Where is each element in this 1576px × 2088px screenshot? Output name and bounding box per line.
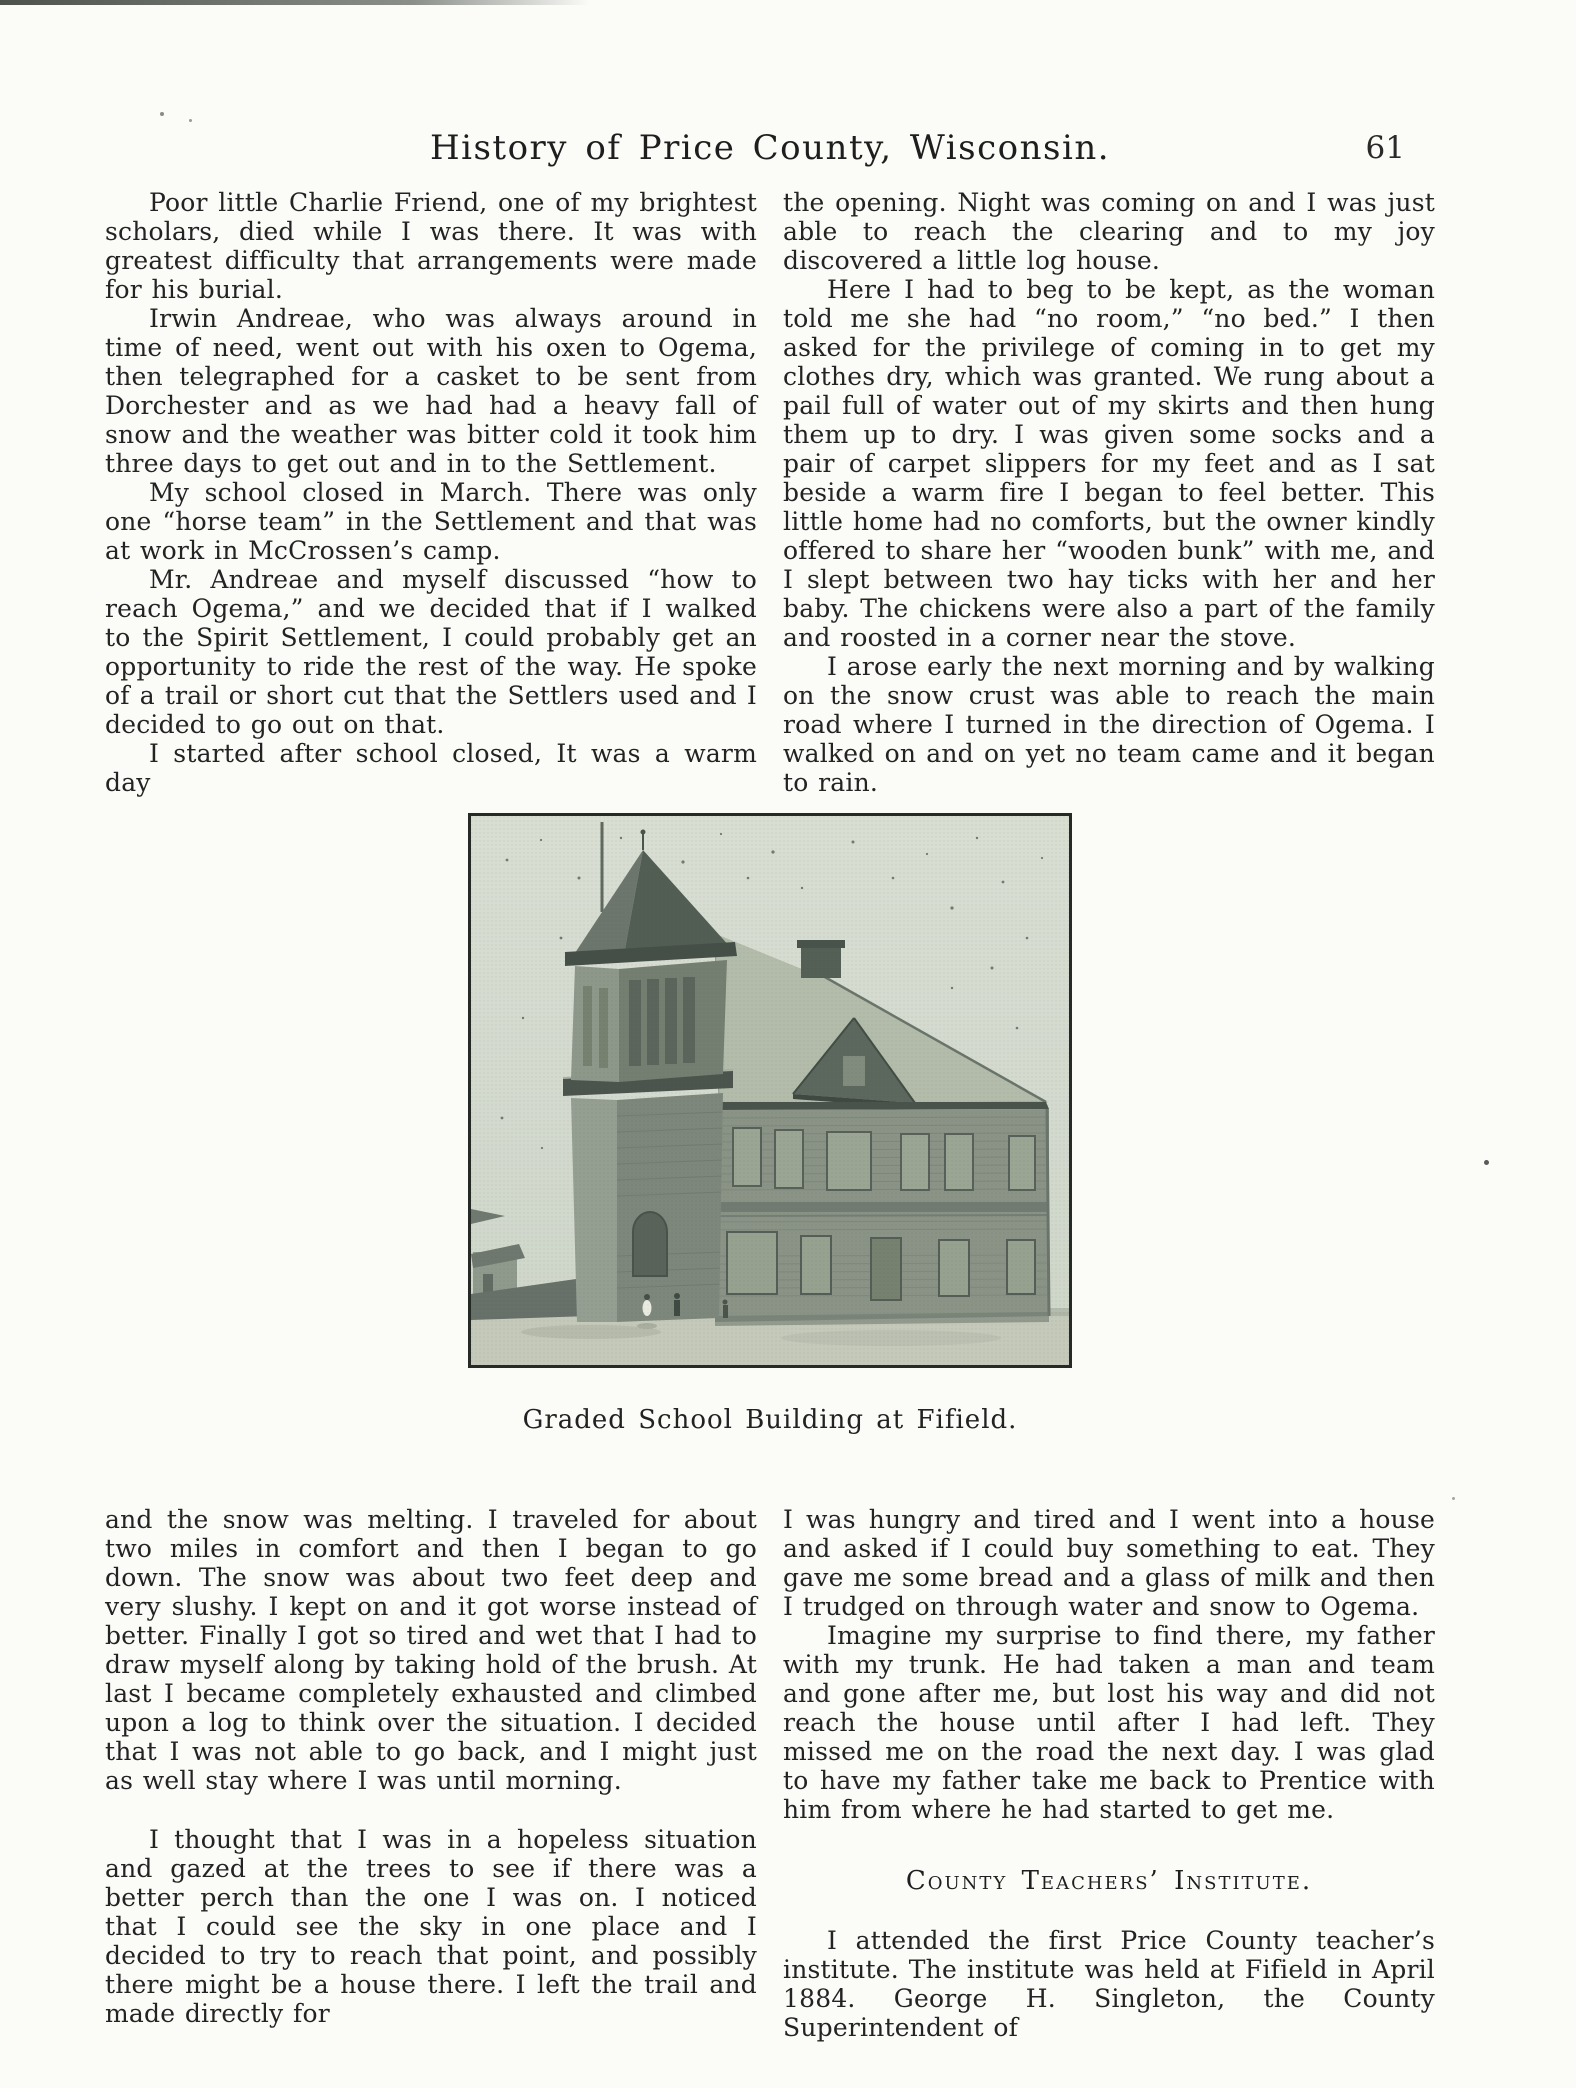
paragraph: Poor little Charlie Friend, one of my brightest scholars, died while I was there. It was with greatest difficulty that arrangements were made for his burial. xyxy=(105,188,757,304)
section-heading: County Teachers’ Institute. xyxy=(905,1866,1313,1896)
paragraph: Irwin Andreae, who was always around in time of need, went out with his oxen to Ogema, then telegraphed for a casket to be sent from Dorchester and as we had had a heavy fall of snow and the weather was bitter cold it took him three days to get out and in to the Settlement. xyxy=(105,304,757,478)
paragraph: I started after school closed, It was a warm day xyxy=(105,739,757,797)
paragraph: and the snow was melting. I traveled for about two miles in comfort and then I began to go down. The snow was about two feet deep and very slushy. I kept on and it got worse instead of better. Finally I got so tired and wet that I had to draw myself along by taking hold of the brush. At last I became completely exhausted and climbed upon a log to think over the situation. I decided that I was not able to go back, and I might just as well stay where I was until morning. xyxy=(105,1505,757,1795)
top-right-column xyxy=(783,188,1435,797)
page-number: 61 xyxy=(1365,130,1405,166)
photo-caption: Graded School Building at Fifield. xyxy=(522,1405,1018,1435)
halftone-overlay xyxy=(471,816,1069,1365)
bottom-columns xyxy=(105,1505,1435,2042)
paragraph: Mr. Andreae and myself discussed “how to reach Ogema,” and we decided that if I walked to the Spirit Settlement, I could probably get an opportunity to ride the rest of the way. He spoke of a trail or short cut that the Settlers used and I decided to go out on that. xyxy=(105,565,757,739)
photo-frame xyxy=(468,813,1072,1368)
bottom-left-column xyxy=(105,1505,757,2042)
paragraph: I attended the first Price County teacher’s institute. The institute was held at Fifield in April 1884. George H. Singleton, the County Superintendent of xyxy=(783,1926,1435,2042)
school-photo-figure xyxy=(105,813,1435,1435)
top-left-column xyxy=(105,188,757,797)
paragraph: I was hungry and tired and I went into a house and asked if I could buy something to eat. They gave me some bread and a glass of milk and then I trudged on through water and snow to Ogema. xyxy=(783,1505,1435,1621)
page-header xyxy=(105,126,1435,174)
page-title: History of Price County, Wisconsin. xyxy=(429,128,1111,168)
top-columns xyxy=(105,188,1435,797)
paragraph: I arose early the next morning and by walking on the snow crust was able to reach the main road where I turned in the direction of Ogema. I walked on and on yet no team came and it began to rain. xyxy=(783,652,1435,797)
bottom-right-column xyxy=(783,1505,1435,2042)
paragraph: My school closed in March. There was only one “horse team” in the Settlement and that was at work in McCrossen’s camp. xyxy=(105,478,757,565)
paragraph: Imagine my surprise to find there, my father with my trunk. He had taken a man and team and gone after me, but lost his way and did not reach the house until after I had left. They missed me on the road the next day. I was glad to have my father take me back to Prentice with him from where he had started to get me. xyxy=(783,1621,1435,1824)
paragraph: I thought that I was in a hopeless situation and gazed at the trees to see if there was a better perch than the one I was on. I noticed that I could see the sky in one place and I decided to try to reach that point, and possibly there might be a house there. I left the trail and made directly for xyxy=(105,1825,757,2028)
paragraph: the opening. Night was coming on and I was just able to reach the clearing and to my joy discovered a little log house. xyxy=(783,188,1435,275)
paragraph: Here I had to beg to be kept, as the woman told me she had “no room,” “no bed.” I then asked for the privilege of coming in to get my clothes dry, which was granted. We rung about a pail full of water out of my skirts and then hung them up to dry. I was given some socks and a pair of carpet slippers for my feet and as I sat beside a warm fire I began to feel better. This little home had no comforts, but the owner kindly offered to share her “wooden bunk” with me, and I slept between two hay ticks with her and her baby. The chickens were also a part of the family and roosted in a corner near the stove. xyxy=(783,275,1435,652)
school-photo xyxy=(471,816,1069,1365)
